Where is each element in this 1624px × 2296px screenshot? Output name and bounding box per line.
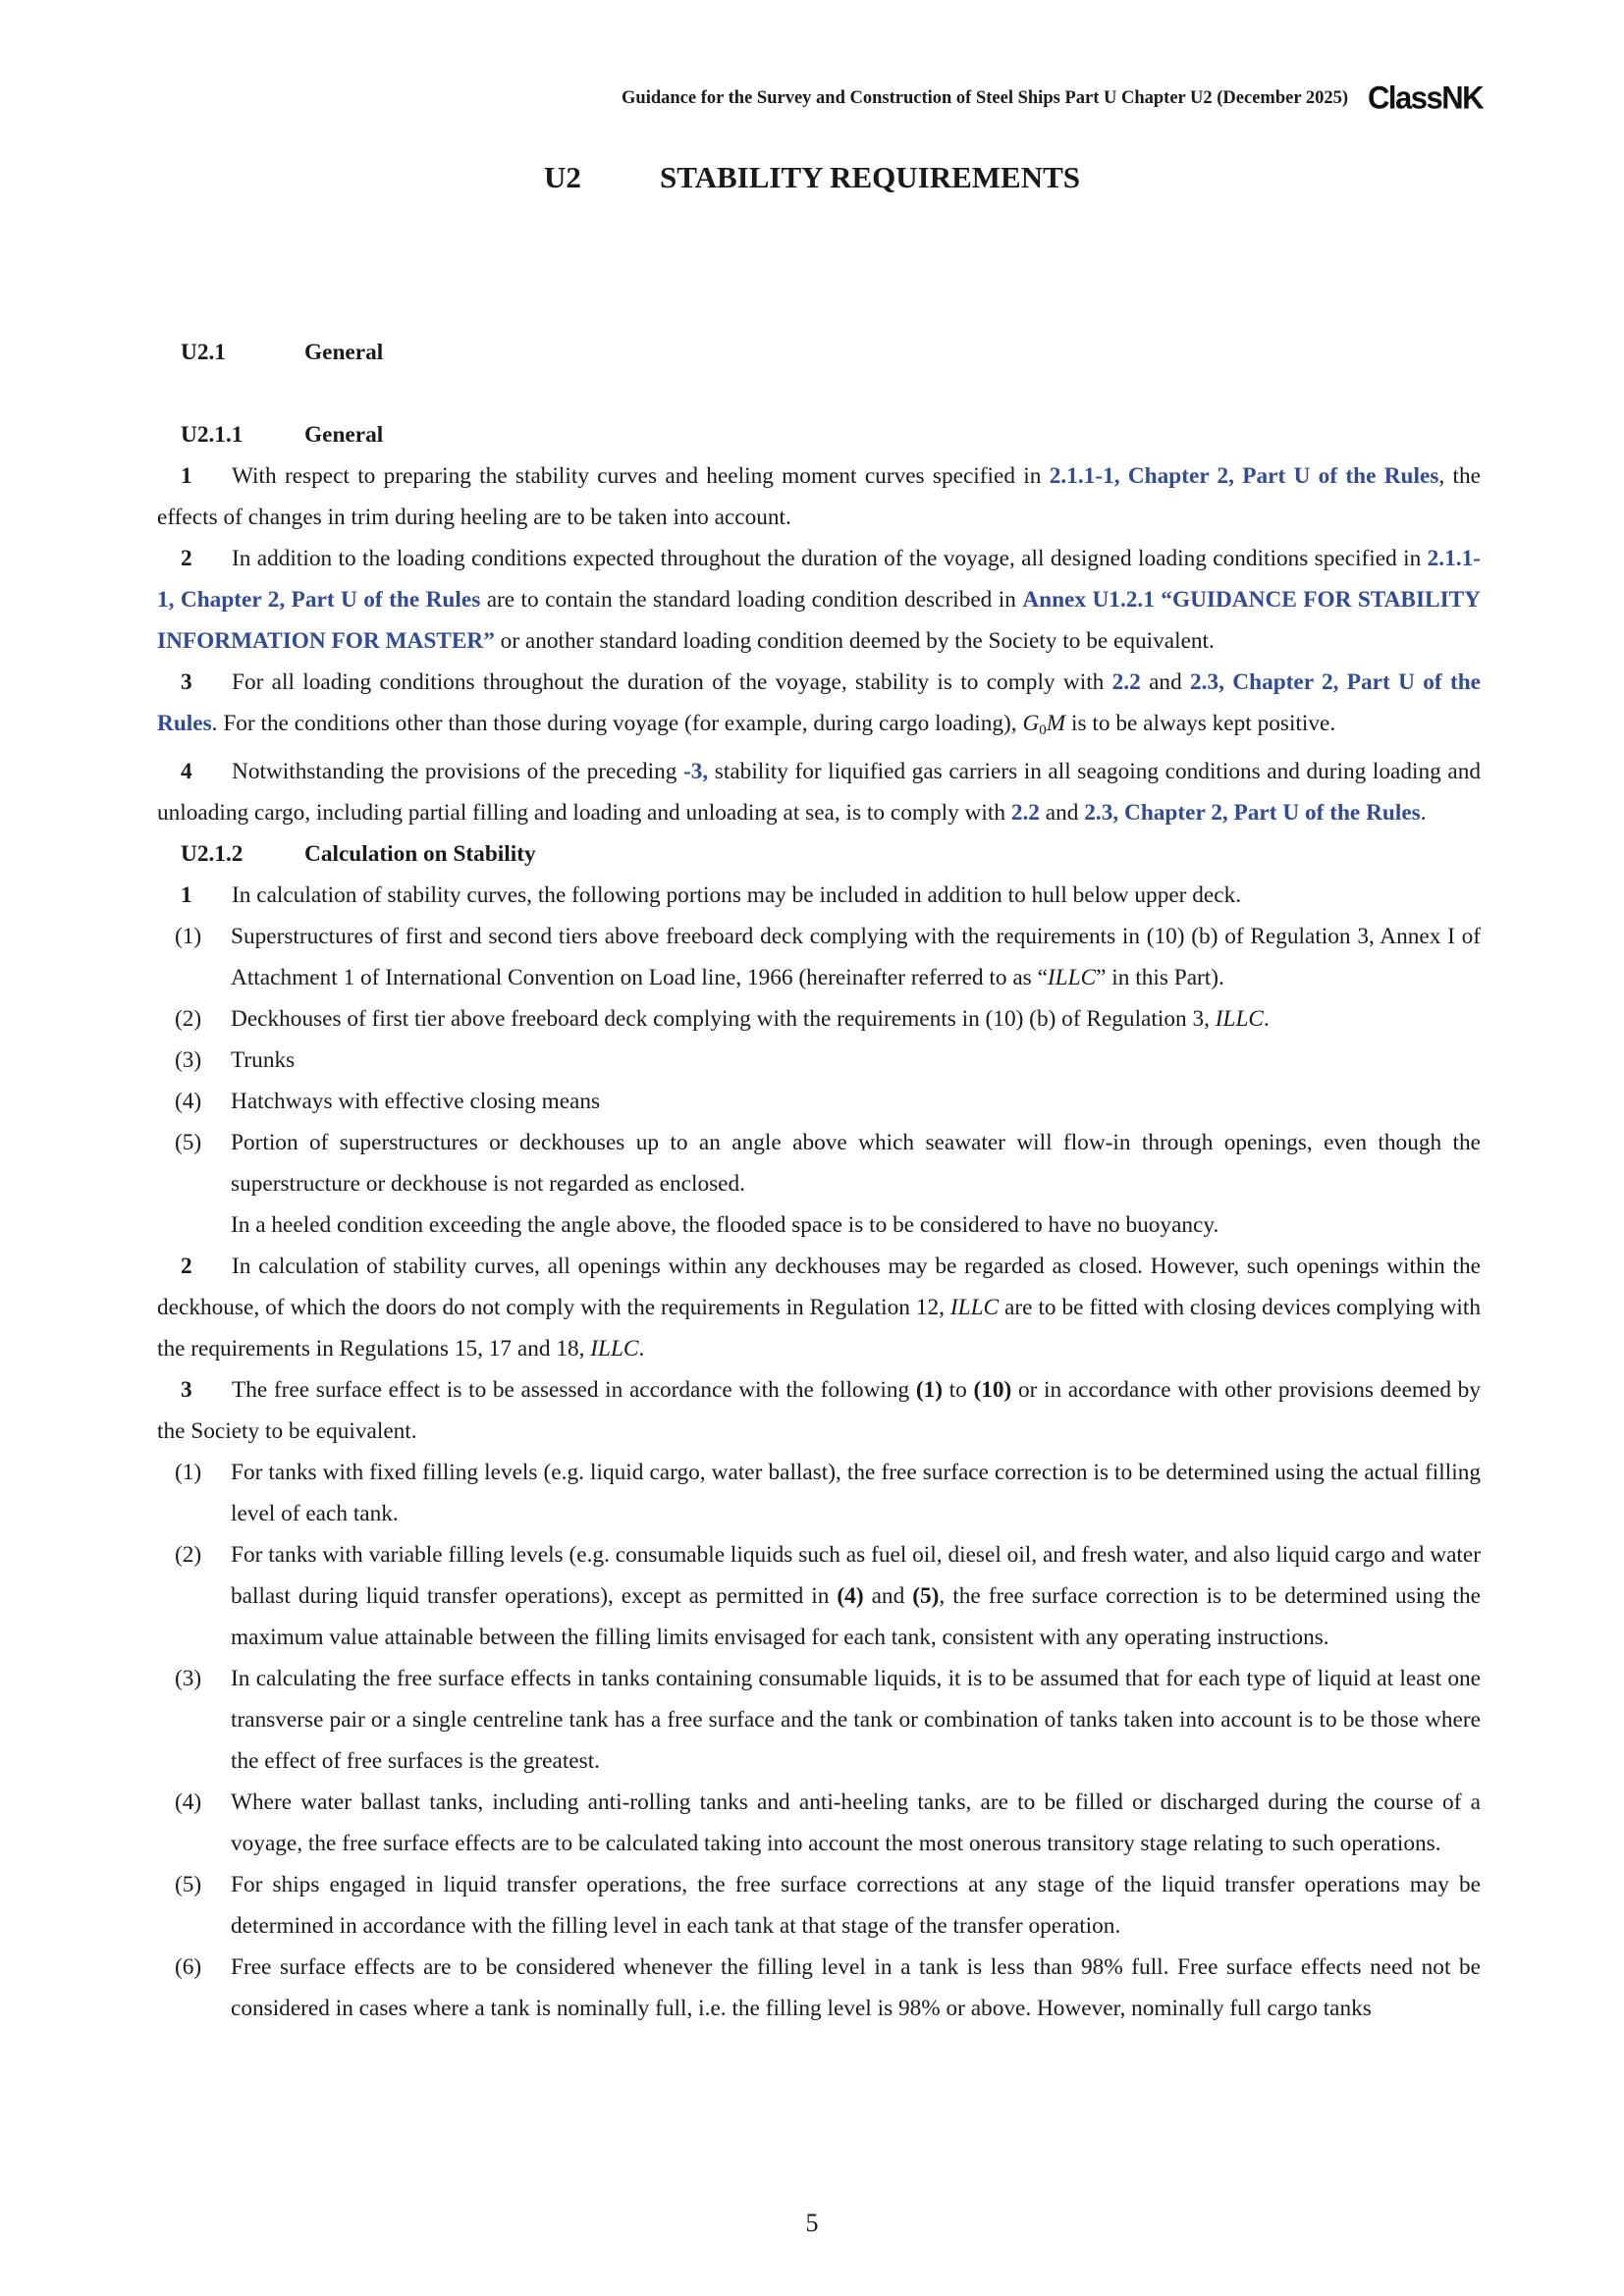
section-heading-u2-1: U2.1 General [181, 340, 384, 365]
list-item: (3) In calculating the free surface effects in tanks containing consumable liquids, it is to be assumed that for each type of liquid at least one transverse pair or a single centreline tank has a free surface and the tank or combination of tanks taken into account is to be those where the effect of free surfaces is the greatest. [175, 1666, 1481, 1774]
running-header [0, 80, 1483, 116]
list-item: (2) For tanks with variable filling levels (e.g. consumable liquids such as fuel oil, diesel oil, and fresh water, and also liquid cargo and water ballast during liquid transfer operations), except as permitted in (4) and (5), the free surface correction is to be determined using the maximum value attainable between the filling limits envisaged for each tank, consistent with any operating instructions. [175, 1542, 1481, 1650]
list-item: (1) For tanks with fixed filling levels (e.g. liquid cargo, water ballast), the free surface correction is to be determined using the actual filling level of each tank. [175, 1460, 1481, 1526]
list-item: (3) Trunks [175, 1047, 296, 1073]
list-item: (1) Superstructures of first and second tiers above freeboard deck complying with the requirements in (10) (b) of Regulation 3, Annex I of Attachment 1 of International Convention on Load line, 1966 (hereinafter referred to as “ILLC” in this Part). [175, 924, 1481, 990]
section-heading-u2-1-1: U2.1.1 General [181, 422, 384, 448]
rule-reference-link[interactable]: -3, [683, 759, 709, 784]
classnk-logo: ClassNK [1368, 80, 1483, 116]
rule-reference-link[interactable]: 2.2 [1111, 669, 1141, 695]
chapter-number: U2 [543, 160, 581, 194]
rule-reference-link[interactable]: 2.3, Chapter 2, Part U of the Rules [157, 669, 1481, 736]
document-body [157, 332, 1481, 2029]
list-item: (5) For ships engaged in liquid transfer operations, the free surface corrections at any stage of the liquid transfer operations may be determined in accordance with the filling level in each tank at that stage of the transfer operation. [175, 1872, 1481, 1939]
chapter-title [0, 160, 1624, 195]
paragraph-u2-1-2-3: 3 The free surface effect is to be assessed in accordance with the following (1) to (10) or in accordance with other provisions deemed by the Society to be equivalent. [157, 1377, 1481, 1444]
rule-reference-link[interactable]: 2.3, Chapter 2, Part U of the Rules [1084, 800, 1421, 826]
paragraph-u2-1-1-1: 1 With respect to preparing the stability curves and heeling moment curves specified in 2.1.1-1, Chapter 2, Part U of the Rules, the effects of changes in trim during heeling are to be taken into account. [157, 463, 1481, 530]
annex-reference-link[interactable]: Annex U1.2.1 “GUIDANCE FOR STABILITY INFORMATION FOR MASTER” [157, 587, 1481, 654]
page-number: 5 [805, 2209, 819, 2237]
paragraph-u2-1-1-3: 3 For all loading conditions throughout the duration of the voyage, stability is to comply with 2.2 and 2.3, Chapter 2, Part U of the Rules. For the conditions other than those during voyage (for example, during cargo loading), $G_0M$ is to be always kept positive. [157, 669, 1481, 738]
rule-reference-link[interactable]: 2.1.1-1, Chapter 2, Part U of the Rules [157, 546, 1481, 613]
rule-reference-link[interactable]: 2.2 [1010, 800, 1040, 826]
list-item: (6) Free surface effects are to be considered whenever the filling level in a tank is less than 98% full. Free surface effects need not be considered in cases where a tank is nominally full, i.e. the filling level is 98% or above. However, nominally full cargo tanks [175, 1954, 1481, 2021]
rule-reference-link[interactable]: 2.1.1-1, Chapter 2, Part U of the Rules [1049, 463, 1439, 489]
list-item: (4) Hatchways with effective closing means [175, 1089, 601, 1114]
gm-symbol: $G_0M$ [1022, 711, 1066, 738]
running-title: Guidance for the Survey and Construction of Steel Ships Part U Chapter U2 (December 2025) [622, 87, 1348, 108]
paragraph-u2-1-1-4: 4 Notwithstanding the provisions of the preceding -3, stability for liquified gas carriers in all seagoing conditions and during loading and unloading cargo, including partial filling and loading and unloading at sea, is to comply with 2.2 and 2.3, Chapter 2, Part U of the Rules. [157, 759, 1481, 826]
section-heading-u2-1-2: U2.1.2 Calculation on Stability [181, 841, 536, 867]
list-item-continuation: In a heeled condition exceeding the angle above, the flooded space is to be considered to have no buoyancy. [231, 1212, 1219, 1238]
paragraph-u2-1-1-2: 2 In addition to the loading conditions expected throughout the duration of the voyage, all designed loading conditions specified in 2.1.1-1, Chapter 2, Part U of the Rules are to contain the standard loading condition described in Annex U1.2.1 “GUIDANCE FOR STABILITY INFORMATION FOR MASTER” or another standard loading condition deemed by the Society to be equivalent. [157, 546, 1481, 654]
paragraph-u2-1-2-2: 2 In calculation of stability curves, all openings within any deckhouses may be regarded as closed. However, such openings within the deckhouse, of which the doors do not comply with the requirements in Regulation 12, ILLC are to be fitted with closing devices complying with the requirements in Regulations 15, 17 and 18, ILLC. [157, 1254, 1481, 1362]
list-item: (2) Deckhouses of first tier above freeboard deck complying with the requirements in (10) (b) of Regulation 3, ILLC. [175, 1006, 1270, 1032]
chapter-heading: STABILITY REQUIREMENTS [659, 160, 1081, 194]
paragraph-u2-1-2-1: 1 In calculation of stability curves, the following portions may be included in addition to hull below upper deck. [181, 882, 1242, 908]
list-item: (5) Portion of superstructures or deckhouses up to an angle above which seawater will flow-in through openings, even though the superstructure or deckhouse is not regarded as enclosed. [175, 1130, 1481, 1197]
list-item: (4) Where water ballast tanks, including anti-rolling tanks and anti-heeling tanks, are to be filled or discharged during the course of a voyage, the free surface effects are to be calculated taking into account the most onerous transitory stage relating to such operations. [175, 1789, 1481, 1856]
